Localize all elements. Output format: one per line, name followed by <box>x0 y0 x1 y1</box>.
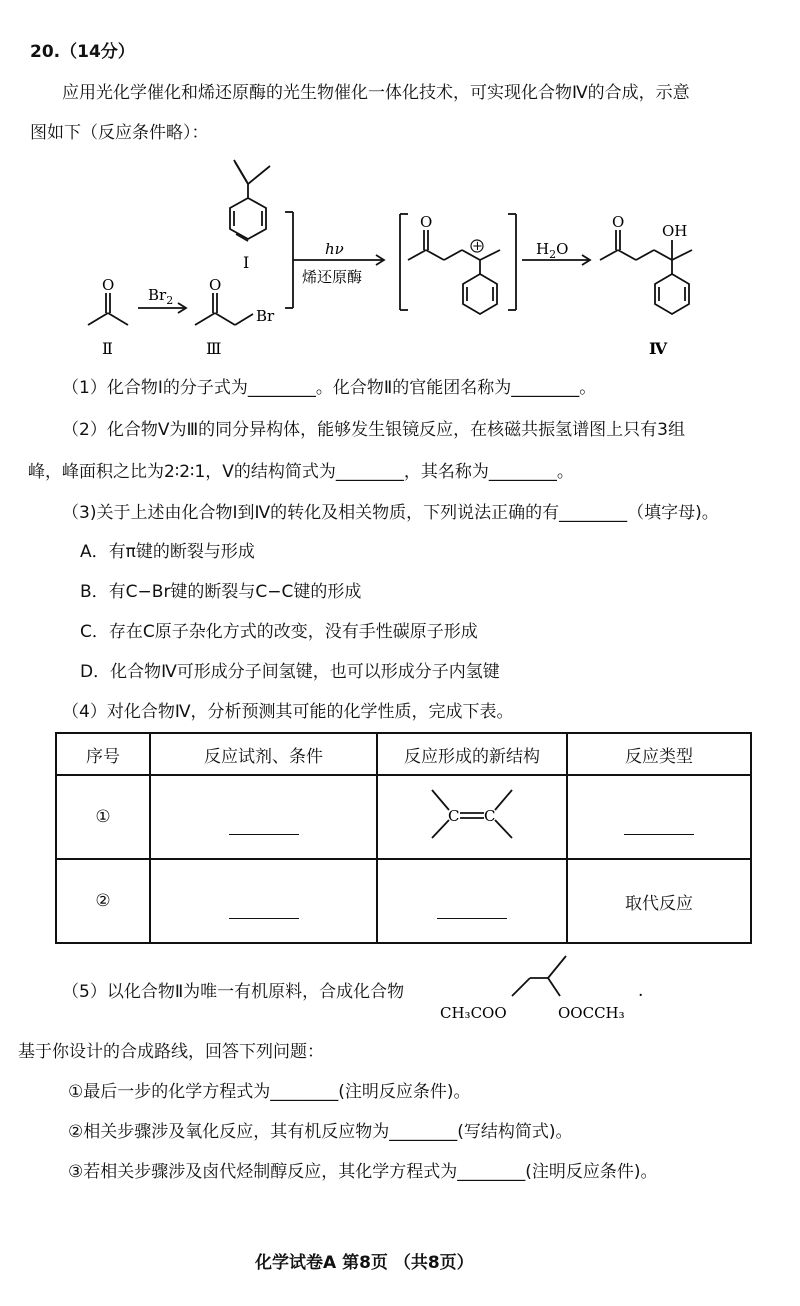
q5-part-3: ③若相关步骤涉及卤代烃制醇反应，其化学方程式为________(注明反应条件)。 <box>68 1162 658 1182</box>
bromine-atom: Br <box>256 307 275 325</box>
label-compound-I: Ⅰ <box>243 253 250 272</box>
row1-new-structure <box>377 775 567 859</box>
page-footer: 化学试卷A 第8页 （共8页） <box>255 1253 474 1273</box>
label-compound-III: Ⅲ <box>206 339 222 358</box>
row2-reagent-blank <box>150 859 377 943</box>
row2-index: ② <box>56 859 150 943</box>
header-index: 序号 <box>56 733 150 775</box>
table-row <box>56 859 751 943</box>
blank-line <box>229 918 299 919</box>
hydroxyl-IV: OH <box>662 222 688 240</box>
label-compound-IV: Ⅳ <box>649 339 668 358</box>
properties-table <box>55 732 752 944</box>
header-reaction-type: 反应类型 <box>567 733 751 775</box>
table-header-row <box>56 733 751 775</box>
target-compound-structure <box>440 948 650 1030</box>
cation-charge: + <box>472 239 483 254</box>
alkene-carbon-1: C <box>448 806 460 825</box>
question-points: （14分） <box>60 42 135 62</box>
label-compound-II: Ⅱ <box>102 339 113 358</box>
blank-line <box>437 918 507 919</box>
q3-option-c: C．存在C原子杂化方式的改变，没有手性碳原子形成 <box>80 622 478 642</box>
reaction-scheme <box>60 150 740 365</box>
oxygen-intermediate: O <box>420 213 433 231</box>
q3-option-b: B．有C−Br键的断裂与C−C键的形成 <box>80 582 362 602</box>
reagent-br2: $Br_2$ <box>148 286 174 307</box>
q3-option-d: D．化合物Ⅳ可形成分子间氢键，也可以形成分子内氢键 <box>80 662 500 682</box>
acetate-left: CH₃COO <box>440 1004 507 1022</box>
header-new-structure: 反应形成的新结构 <box>377 733 567 775</box>
enzyme-label: 烯还原酶 <box>302 268 363 286</box>
acetate-right: OOCCH₃ <box>558 1004 625 1022</box>
row1-type-blank <box>567 775 751 859</box>
q5-part-2: ②相关步骤涉及氧化反应，其有机反应物为________(写结构简式)。 <box>68 1122 573 1142</box>
row1-reagent-blank <box>150 775 377 859</box>
q4-text: （4）对化合物Ⅳ，分析预测其可能的化学性质，完成下表。 <box>62 702 514 722</box>
q5-period: . <box>638 981 644 1001</box>
question-number <box>30 37 135 62</box>
blank-line <box>229 834 299 835</box>
q5-part-1: ①最后一步的化学方程式为________(注明反应条件)。 <box>68 1082 471 1102</box>
question-number-text: 20. <box>30 42 61 62</box>
oxygen-IV: O <box>612 213 625 231</box>
alkene-carbon-2: C <box>484 806 496 825</box>
alkene-structure <box>422 780 522 850</box>
intro-line-2: 图如下（反应条件略）： <box>30 123 209 143</box>
q3-text: （3)关于上述由化合物Ⅰ到Ⅳ的转化及相关物质，下列说法正确的有________（填字母)。 <box>62 503 719 523</box>
q1-text: （1）化合物Ⅰ的分子式为________。化合物Ⅱ的官能团名称为________。 <box>62 378 597 398</box>
q2-line-2: 峰，峰面积之比为2∶2∶1，Ⅴ的结构简式为________，其名称为________。 <box>28 462 574 482</box>
row2-reaction-type: 取代反应 <box>567 859 751 943</box>
oxygen-II: O <box>102 276 115 294</box>
row1-index: ① <box>56 775 150 859</box>
water-label: $H_2O$ <box>536 240 569 261</box>
q5-base: 基于你设计的合成路线，回答下列问题： <box>18 1042 324 1062</box>
intro-line-1: 应用光化学催化和烯还原酶的光生物催化一体化技术，可实现化合物Ⅳ的合成，示意 <box>62 83 690 103</box>
header-reagent: 反应试剂、条件 <box>150 733 377 775</box>
table-row <box>56 775 751 859</box>
oxygen-III: O <box>209 276 222 294</box>
q5-text: （5）以化合物Ⅱ为唯一有机原料，合成化合物 <box>62 982 405 1002</box>
blank-line <box>624 834 694 835</box>
q2-line-1: （2）化合物Ⅴ为Ⅲ的同分异构体，能够发生银镜反应，在核磁共振氢谱图上只有3组 <box>62 420 685 440</box>
hv-label: hν <box>325 240 344 258</box>
row2-structure-blank <box>377 859 567 943</box>
q3-option-a: A．有π键的断裂与形成 <box>80 542 255 562</box>
